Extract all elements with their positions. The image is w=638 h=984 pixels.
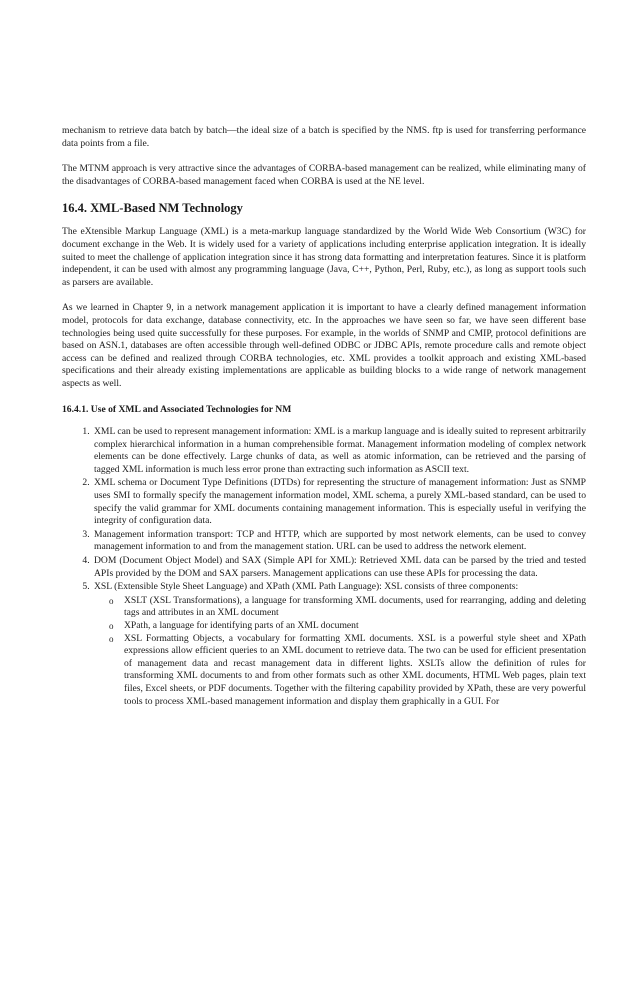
list-item: 4. DOM (Document Object Model) and SAX (Simple API for XML): Retrieved XML data can be parsed by the tried and tested APIs provided by the DOM and SAX parsers. Management applications can use these APIs for processing the data. (92, 555, 586, 580)
paragraph-continuation: mechanism to retrieve data batch by batch—the ideal size of a batch is specified by the NMS. ftp is used for transferring performance data points from a file. (62, 125, 586, 149)
list-item: 1. XML can be used to represent management information: XML is a markup language and is ideally suited to represent arbitrarily complex hierarchical information in a human comprehensible format. Management information modeling of complex network elements can be done effectively. Large chunks of data, as well as atomic information, can be retrieved and the parsing of tagged XML information is much less error prone than extracting such information as ASCII text. (92, 426, 586, 476)
list-item: 2. XML schema or Document Type Definitions (DTDs) for representing the structure of management information: Just as SNMP uses SMI to formally specify the management information model, XML schema, a purely XML-based standard, can be used to specify the valid grammar for XML documents containing management information. This is especially useful in verifying the integrity of configuration data. (92, 477, 586, 527)
subsection-heading: 16.4.1. Use of XML and Associated Technologies for NM (62, 403, 292, 415)
sub-list-item: o XSLT (XSL Transformations), a language for transforming XML documents, used for rearranging, adding and deleting tags and attributes in an XML document (122, 595, 586, 620)
paragraph-xml-toolkit: As we learned in Chapter 9, in a network management application it is important to have a clearly defined management information model, protocols for data exchange, database connectivity, etc. In the approaches we have seen so far, we have seen different base technologies being used quite successfully for these purposes. For example, in the worlds of SNMP and CMIP, protocol definitions are based on ASN.1, databases are often accessible through well-defined ODBC or JDBC APIs, remote procedure calls and remote object access can be defined and realized through CORBA technologies, etc. XML provides a toolkit approach and existing XML-based specifications and their already existing implementations are applicable as building blocks to a wide range of network management aspects as well. (62, 302, 586, 389)
list-item-xsl (92, 581, 586, 708)
list-item-xsl-text: XSL (Extensible Style Sheet Language) and XPath (XML Path Language): XSL consists of three components: (94, 581, 519, 593)
xsl-components-list (94, 595, 586, 708)
list-item: 3. Management information transport: TCP and HTTP, which are supported by most network elements, can be used to convey management information to and from the management station. URL can be used to address the network element. (92, 529, 586, 554)
section-heading: 16.4. XML-Based NM Technology (62, 201, 243, 216)
sub-list-item: o XSL Formatting Objects, a vocabulary for formatting XML documents. XSL is a powerful style sheet and XPath expressions allow efficient queries to an XML document to retrieve data. The two can be used for efficient presentation of management data and recast management data in different lights. XSLTs allow the definition of rules for transforming XML documents to and from other formats such as other XML documents, HTML Web pages, plain text files, Excel sheets, or PDF documents. Together with the filtering capability provided by XPath, these are very powerful tools to process XML-based management information and display them graphically in a GUI. For (122, 633, 586, 709)
paragraph-mtnm: The MTNM approach is very attractive since the advantages of CORBA-based management can be realized, while eliminating many of the disadvantages of CORBA-based management faced when CORBA is used at the NE level. (62, 163, 586, 187)
paragraph-xml-intro: The eXtensible Markup Language (XML) is a meta-markup language standardized by the World Wide Web Consortium (W3C) for document exchange in the Web. It is widely used for a variety of applications including enterprise application integration. It is ideally suited to meet the challenge of application integration since it has strong data formatting and interpretation features. Since it is platform independent, it can be used with almost any programming language (Java, C++, Python, Perl, Ruby, etc.), as long as support tools such as parsers are available. (62, 226, 586, 288)
xml-technologies-list (62, 426, 586, 708)
sub-list-item: o XPath, a language for identifying parts of an XML document (122, 620, 586, 633)
